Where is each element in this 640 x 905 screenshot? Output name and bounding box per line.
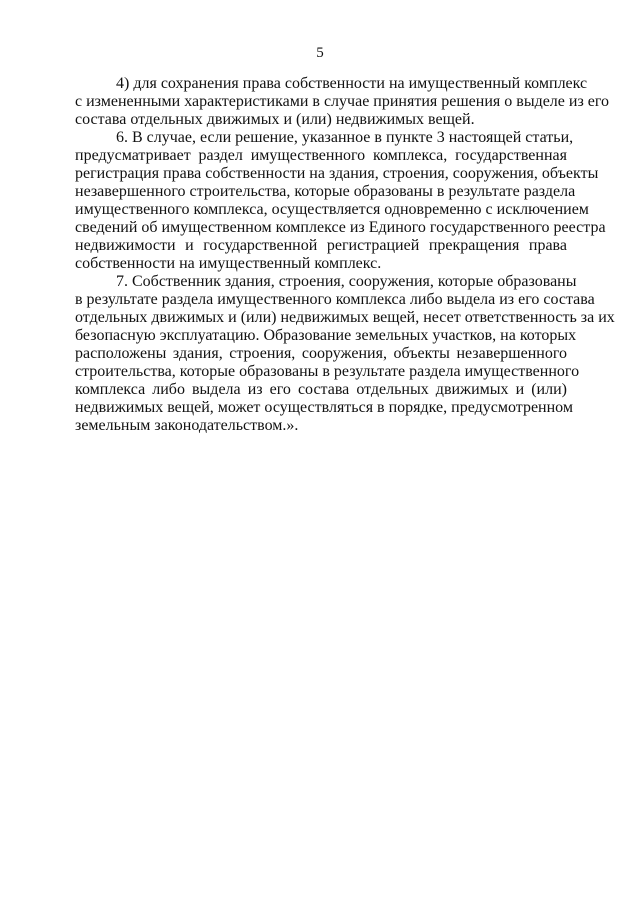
- text-line: безопасную эксплуатацию. Образование земельных участков, на которых: [75, 327, 577, 344]
- text-line: имущественного комплекса, осуществляется одновременно с исключением: [75, 201, 589, 218]
- text-line: 6. В случае, если решение, указанное в пункте 3 настоящей статьи,: [116, 129, 574, 146]
- text-line: строительства, которые образованы в результате раздела имущественного: [75, 363, 580, 380]
- text-line: в результате раздела имущественного комплекса либо выдела из его состава: [75, 291, 595, 308]
- text-line: недвижимости и государственной регистрацией прекращения права: [75, 237, 567, 254]
- text-line: состава отдельных движимых и (или) недвижимых вещей.: [75, 111, 475, 128]
- document-body: [75, 75, 615, 435]
- page-number: 5: [316, 45, 324, 61]
- text-line: предусматривает раздел имущественного комплекса, государственная: [75, 147, 567, 164]
- text-line: отдельных движимых и (или) недвижимых вещей, несет ответственность за их: [75, 309, 615, 326]
- paragraph-7: [75, 273, 615, 435]
- text-line: 7. Собственник здания, строения, сооружения, которые образованы: [116, 273, 577, 290]
- text-line: незавершенного строительства, которые образованы в результате раздела: [75, 183, 576, 200]
- text-line: с измененными характеристиками в случае принятия решения о выделе из его: [75, 93, 610, 110]
- text-line: 4) для сохранения права собственности на имущественный комплекс: [116, 75, 588, 92]
- text-line: недвижимых вещей, может осуществляться в порядке, предусмотренном: [75, 399, 573, 416]
- text-line: сведений об имущественном комплексе из Единого государственного реестра: [75, 219, 606, 236]
- text-line: расположены здания, строения, сооружения, объекты незавершенного: [75, 345, 567, 362]
- text-line: регистрация права собственности на здания, строения, сооружения, объекты: [75, 165, 599, 182]
- text-line: земельным законодательством.».: [75, 417, 299, 434]
- paragraph-6: [75, 129, 606, 273]
- text-line: собственности на имущественный комплекс.: [75, 255, 382, 272]
- paragraph-item-4: [75, 75, 610, 129]
- text-line: комплекса либо выдела из его состава отдельных движимых и (или): [75, 381, 567, 398]
